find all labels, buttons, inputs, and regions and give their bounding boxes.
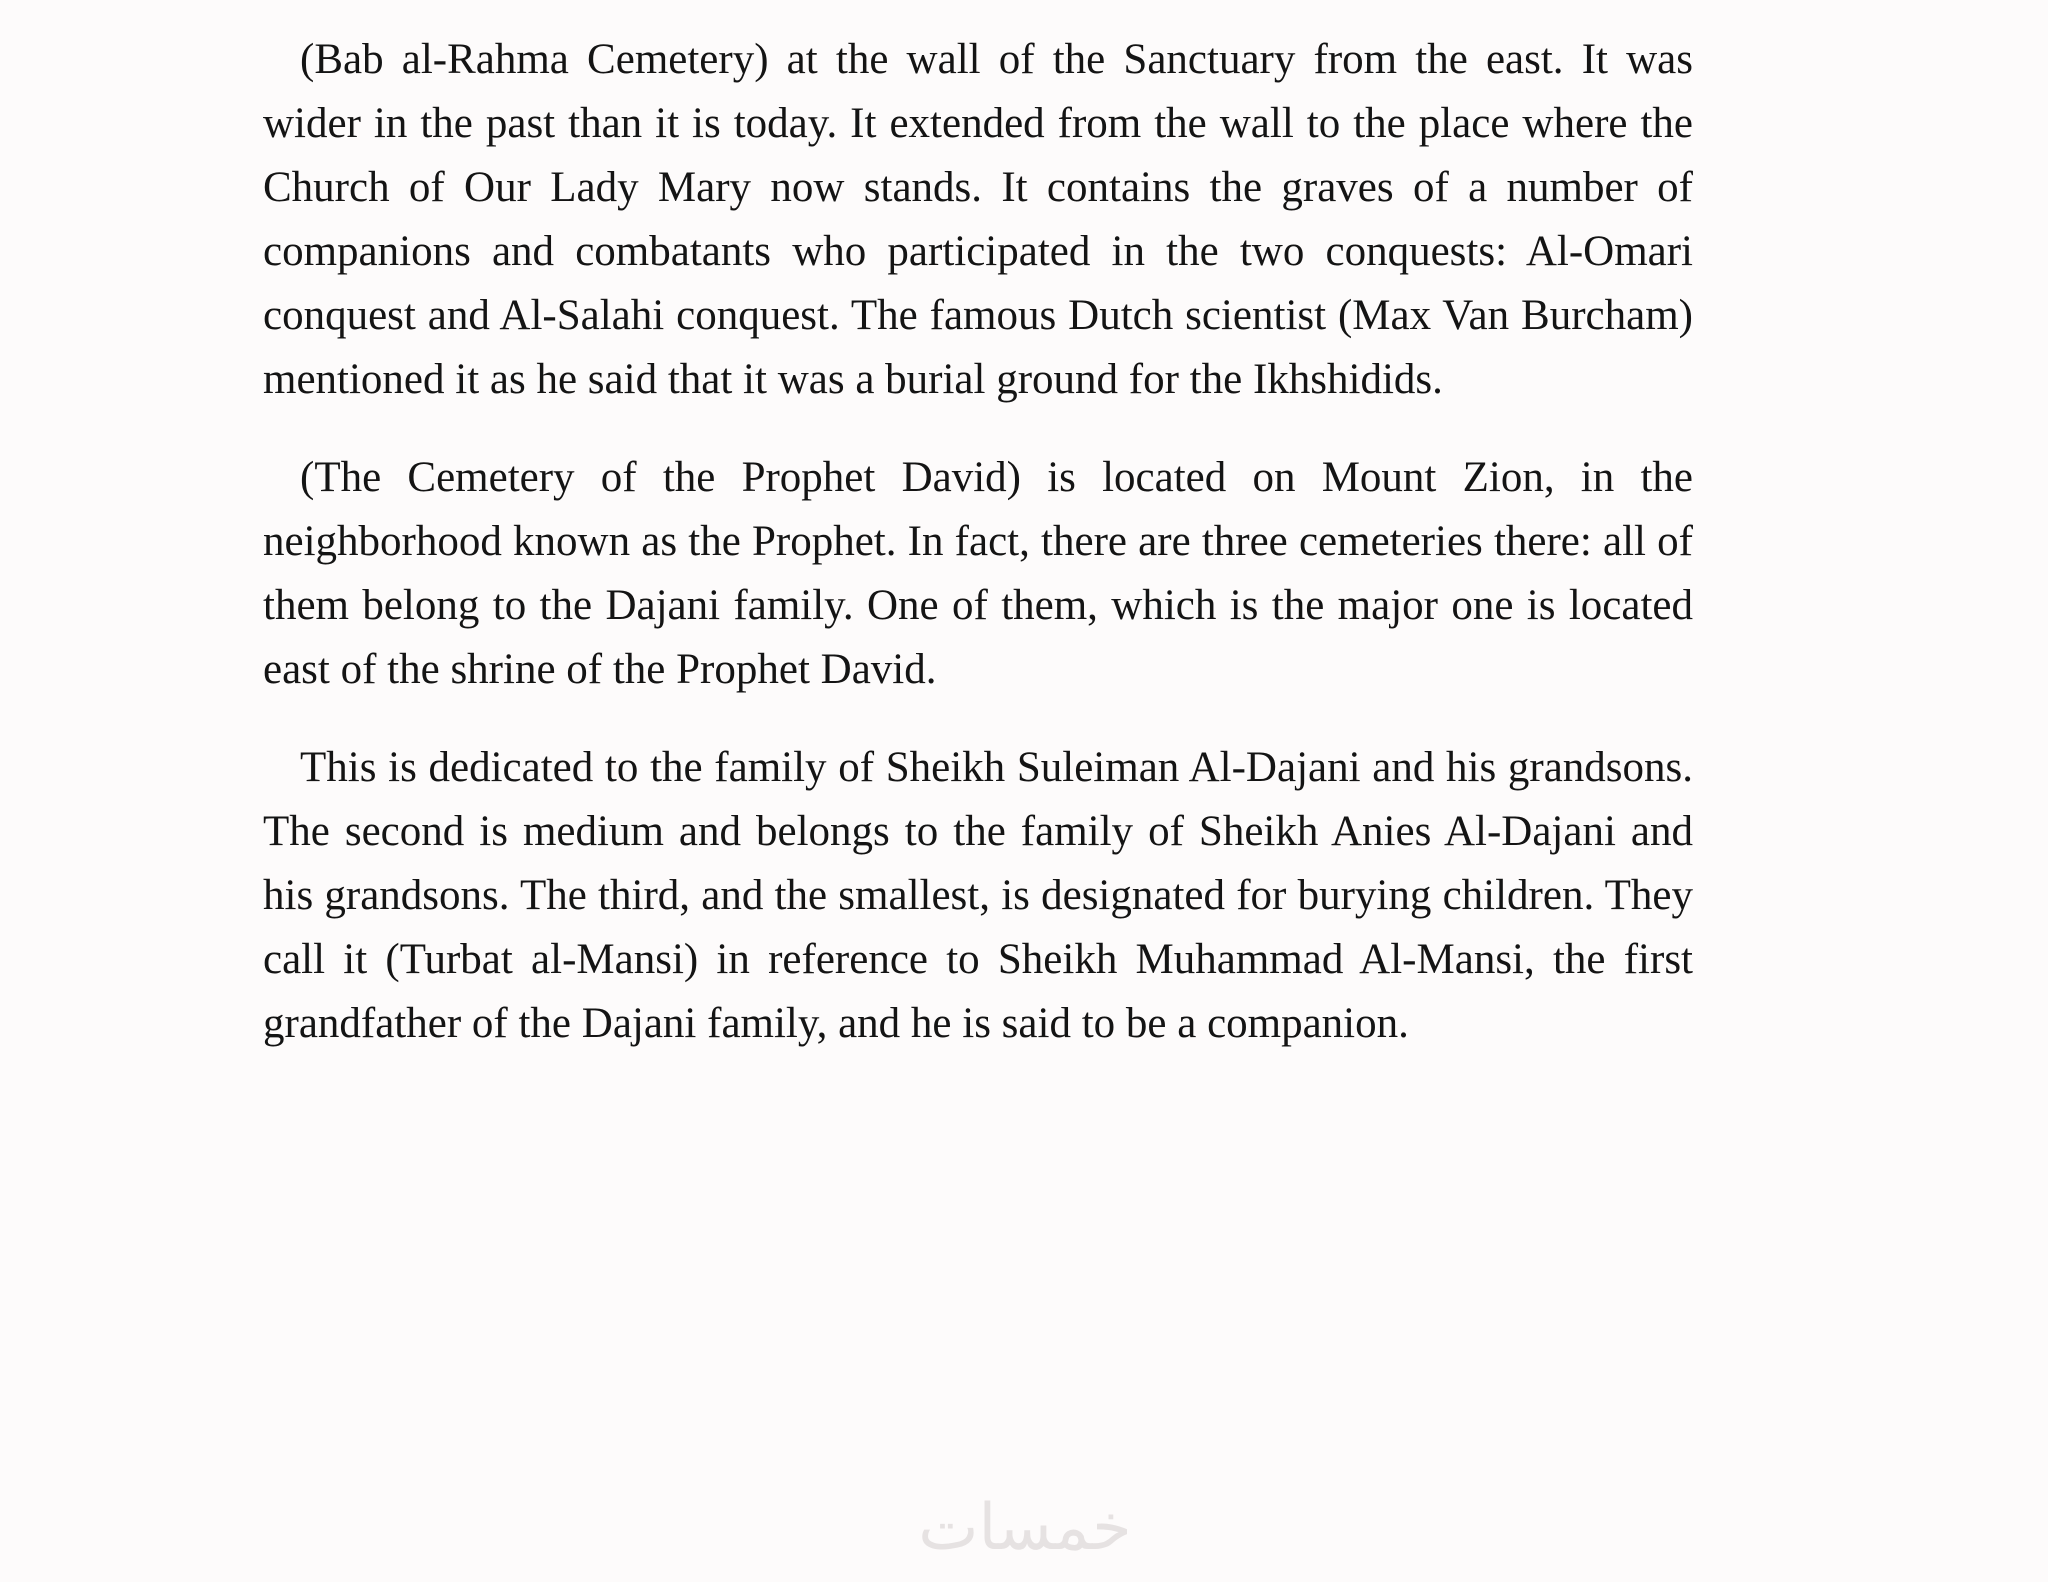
paragraph-bab-al-rahma-cemetery: (Bab al-Rahma Cemetery) at the wall of the Sanctuary from the east. It was wider in the past than it is today. It extended from the wall to the place where the Church of Our Lady Mary now stands. It contains the graves of a number of companions and combatants who participated in the two conquests: Al-Omari conquest and Al-Salahi conquest. The famous Dutch scientist (Max Van Burcham) mentioned it as he said that it was a burial ground for the Ikhshidids. [263,36,1693,403]
paragraph-dajani-family-cemeteries: This is dedicated to the family of Sheikh Suleiman Al-Dajani and his grandsons. The second is medium and belongs to the family of Sheikh Anies Al-Dajani and his grandsons. The third, and the smallest, is designated for burying children. They call it (Turbat al-Mansi) in reference to Sheikh Muhammad Al-Mansi, the first grandfather of the Dajani family, and he is said to be a companion. [263,744,1693,1047]
watermark-logo: خمسات [918,1491,1132,1565]
paragraph-prophet-david-cemetery: (The Cemetery of the Prophet David) is located on Mount Zion, in the neighborhood known as the Prophet. In fact, there are three cemeteries there: all of them belong to the Dajani family. One of them, which is the major one is located east of the shrine of the Prophet David. [263,454,1693,693]
body-text [263,28,1693,1056]
